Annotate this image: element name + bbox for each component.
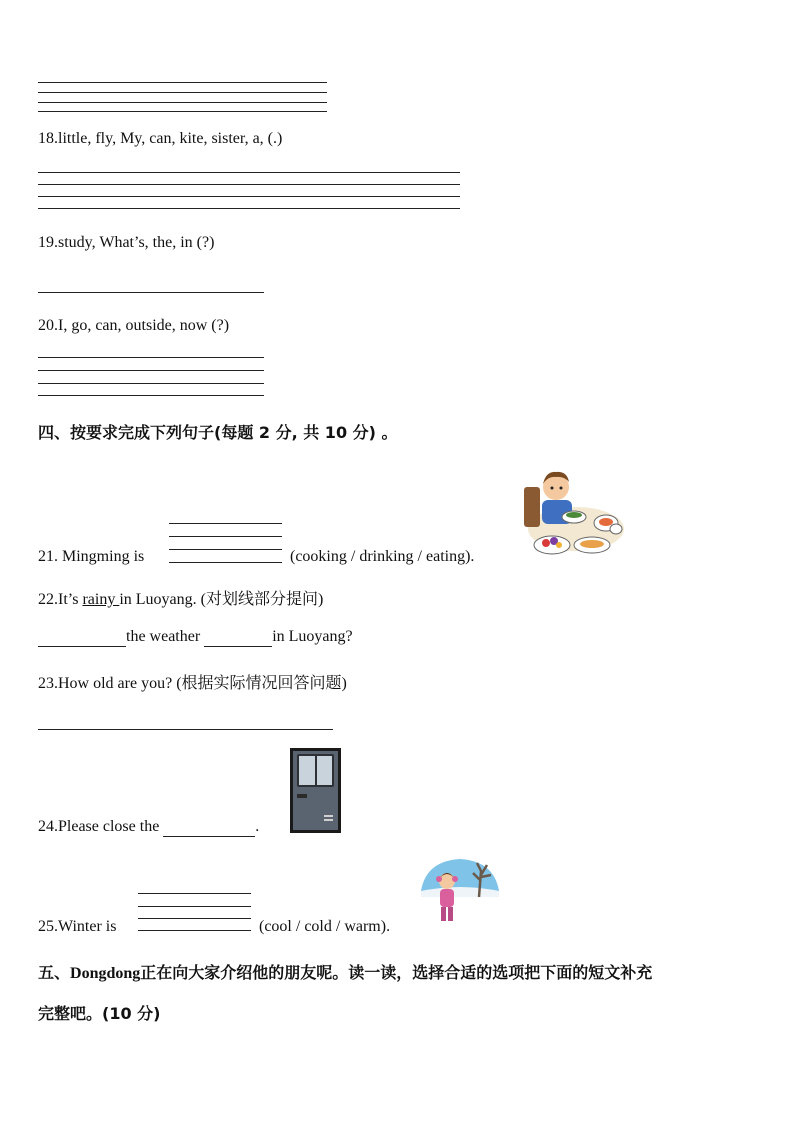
question-text: . [255, 818, 260, 835]
question-number: 21. [38, 548, 58, 565]
question-text: Winter is [58, 918, 117, 935]
girl-winter-tree-icon [421, 857, 499, 925]
answer-blank[interactable] [163, 818, 255, 837]
answer-line[interactable] [169, 562, 282, 563]
question-text: little, fly, My, can, kite, sister, a, (.) [58, 130, 283, 147]
question-22-answer [38, 628, 353, 647]
question-text: It’s [58, 591, 83, 608]
answer-line[interactable] [169, 523, 282, 524]
answer-line[interactable] [138, 906, 251, 907]
question-20 [38, 317, 229, 335]
boy-eating-icon [516, 467, 626, 559]
answer-blank[interactable] [38, 628, 126, 647]
section-5-heading-line2: 完整吧。(10 分) [38, 1004, 161, 1023]
question-text: Please close the [58, 818, 164, 835]
question-number: 19. [38, 234, 58, 251]
question-text: Mingming is [58, 548, 145, 565]
answer-line[interactable] [38, 383, 264, 384]
question-19 [38, 234, 214, 252]
section-name: Dongdong [70, 965, 141, 982]
section-4-heading: 四、按要求完成下列句子(每题 2 分, 共 10 分) 。 [38, 423, 398, 442]
answer-line[interactable] [38, 196, 460, 197]
door-icon [289, 747, 342, 834]
answer-line[interactable] [169, 536, 282, 537]
question-number: 20. [38, 317, 58, 334]
answer-line[interactable] [38, 82, 327, 83]
answer-blank[interactable] [204, 628, 272, 647]
answer-text: in Luoyang? [272, 628, 353, 645]
answer-line[interactable] [38, 111, 327, 112]
question-text: study, What’s, the, in (?) [58, 234, 215, 251]
question-18 [38, 130, 282, 148]
question-number: 24. [38, 818, 58, 835]
section-number: 五、 [38, 963, 71, 982]
question-number: 25. [38, 918, 58, 935]
answer-line[interactable] [38, 292, 264, 293]
question-22 [38, 586, 323, 609]
question-number: 22. [38, 591, 58, 608]
answer-line[interactable] [38, 92, 327, 93]
answer-line[interactable] [38, 208, 460, 209]
answer-line[interactable] [38, 370, 264, 371]
question-number: 23. [38, 675, 58, 692]
question-25-options: (cool / cold / warm). [259, 918, 391, 935]
question-21-options: (cooking / drinking / eating). [290, 548, 475, 565]
underlined-word: rainy [82, 591, 120, 608]
answer-line[interactable] [38, 395, 264, 396]
section-text: 正在向大家介绍他的朋友呢。读一读，选择合适的选项把下面的短文补充 [140, 963, 653, 982]
question-23 [38, 670, 347, 693]
answer-text: the weather [126, 628, 205, 645]
question-text: How old are you? (根据实际情况回答问题) [58, 675, 347, 692]
answer-line[interactable] [138, 918, 251, 919]
question-24 [38, 818, 259, 837]
answer-line[interactable] [38, 357, 264, 358]
section-5-heading [38, 960, 652, 983]
answer-line[interactable] [169, 549, 282, 550]
answer-line[interactable] [138, 930, 251, 931]
answer-line[interactable] [138, 893, 251, 894]
question-number: 18. [38, 130, 58, 147]
question-21 [38, 548, 144, 566]
answer-line[interactable] [38, 184, 460, 185]
answer-line[interactable] [38, 102, 327, 103]
answer-line[interactable] [38, 729, 333, 730]
question-25 [38, 918, 116, 936]
question-text: I, go, can, outside, now (?) [58, 317, 230, 334]
answer-line[interactable] [38, 172, 460, 173]
question-text: in Luoyang. (对划线部分提问) [119, 591, 324, 608]
